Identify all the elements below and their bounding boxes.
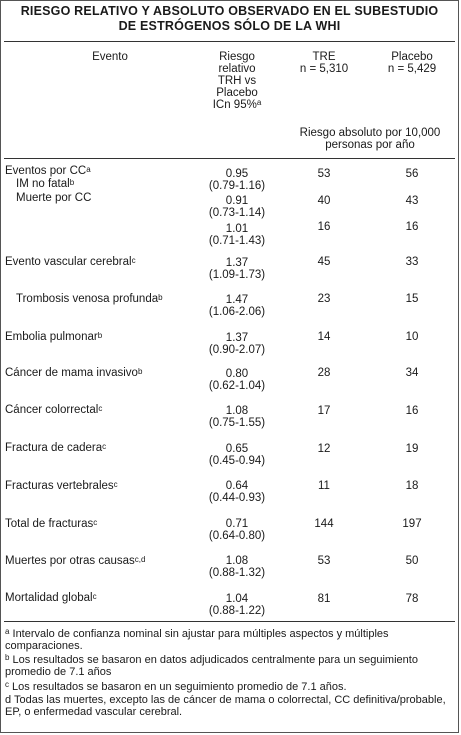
row-placebo: 197 bbox=[402, 518, 422, 530]
row-rr-value: 1.37 bbox=[225, 332, 249, 344]
row-evento-label: Cáncer colorrectal bbox=[5, 404, 99, 416]
row-evento-label: Cáncer de mama invasivo bbox=[5, 367, 138, 379]
footnote-a-text: Intervalo de confianza nominal sin ajustar para múltiples aspectos y múltiples comparaciones. bbox=[5, 628, 389, 652]
row-evento bbox=[5, 404, 102, 417]
row-evento bbox=[16, 293, 163, 306]
row-evento-sup: c,d bbox=[134, 555, 146, 564]
row-tre: 14 bbox=[317, 331, 331, 343]
row-evento-label: Muertes por otras causas bbox=[5, 555, 135, 567]
footnote-c bbox=[5, 681, 453, 693]
row-tre: 45 bbox=[317, 256, 331, 268]
row-ci-value: (0.88-1.22) bbox=[208, 605, 266, 617]
row-placebo: 33 bbox=[405, 256, 419, 268]
row-ci-value: (0.45-0.94) bbox=[208, 455, 266, 467]
row-rr bbox=[186, 294, 288, 318]
row-ci-value: (0.90-2.07) bbox=[208, 344, 266, 356]
row-tre: 81 bbox=[317, 593, 331, 605]
row-ci-value: (1.09-1.73) bbox=[208, 269, 266, 281]
header-absolute-line2: personas por año bbox=[325, 139, 415, 151]
header-tre-n: n = 5,310 bbox=[299, 63, 349, 75]
row-ci-value: (0.62-1.04) bbox=[208, 380, 266, 392]
row-evento bbox=[5, 518, 97, 531]
row-evento-sup: c bbox=[113, 480, 118, 489]
row-tre: 11 bbox=[318, 480, 330, 492]
row-evento bbox=[5, 480, 118, 493]
row-rr-value: 0.95 bbox=[225, 168, 249, 180]
row-rr-value: 0.64 bbox=[225, 480, 249, 492]
row-rr-value: 1.04 bbox=[225, 593, 249, 605]
row-rr bbox=[186, 593, 288, 617]
row-ci-value: (0.79-1.16) bbox=[208, 180, 266, 192]
row-evento bbox=[5, 442, 106, 455]
row-evento-sup: b bbox=[137, 367, 143, 376]
row-tre: 17 bbox=[317, 405, 331, 417]
row-evento-label: Evento vascular cerebral bbox=[5, 256, 132, 268]
row-evento bbox=[5, 165, 91, 178]
row-rr-value: 0.80 bbox=[225, 368, 249, 380]
row-rr bbox=[186, 368, 288, 392]
header-riesgo-relativo bbox=[186, 51, 288, 111]
row-placebo: 34 bbox=[405, 367, 419, 379]
row-rr-value: 0.65 bbox=[225, 443, 249, 455]
row-tre: 144 bbox=[314, 518, 334, 530]
row-rr-value: 1.01 bbox=[225, 223, 249, 235]
row-evento-label: Eventos por CC bbox=[5, 165, 87, 177]
row-rr bbox=[186, 332, 288, 356]
row-evento-sup: b bbox=[97, 331, 103, 340]
header-riesgo-line2: relativo bbox=[218, 63, 256, 75]
row-rr bbox=[186, 223, 288, 247]
row-placebo: 43 bbox=[405, 195, 419, 207]
row-tre: 53 bbox=[317, 168, 331, 180]
row-evento-label: IM no fatal bbox=[16, 178, 70, 190]
footnote-a bbox=[5, 628, 453, 652]
footnote-a-mark: a bbox=[5, 627, 10, 636]
row-placebo: 18 bbox=[405, 480, 419, 492]
row-evento-label: Embolia pulmonar bbox=[5, 331, 98, 343]
row-evento-sup: b bbox=[69, 178, 75, 187]
row-rr bbox=[186, 405, 288, 429]
row-tre: 40 bbox=[317, 195, 331, 207]
table-title-line1: RIESGO RELATIVO Y ABSOLUTO OBSERVADO EN EL SUBESTUDIO bbox=[20, 4, 439, 18]
header-tre bbox=[290, 51, 358, 75]
row-rr-value: 1.08 bbox=[225, 555, 249, 567]
footnote-b bbox=[5, 654, 453, 678]
row-ci-value: (0.88-1.32) bbox=[208, 567, 266, 579]
bottom-rule bbox=[4, 621, 455, 622]
row-rr bbox=[186, 480, 288, 504]
header-placebo bbox=[372, 51, 452, 75]
row-rr-value: 1.08 bbox=[225, 405, 249, 417]
row-evento-sup: c bbox=[92, 592, 97, 601]
row-rr-value: 0.91 bbox=[225, 195, 249, 207]
header-rule bbox=[4, 158, 455, 159]
header-absolute-line1: Riesgo absoluto por 10,000 bbox=[299, 127, 441, 139]
row-evento-sup: c bbox=[93, 518, 98, 527]
row-rr bbox=[186, 195, 288, 219]
header-riesgo-line4: Placebo bbox=[216, 87, 258, 99]
header-riesgo-line3: TRH vs bbox=[217, 75, 257, 87]
row-rr bbox=[186, 555, 288, 579]
header-absolute-risk bbox=[282, 127, 458, 151]
row-evento bbox=[5, 367, 142, 380]
row-rr-value: 1.47 bbox=[225, 294, 249, 306]
header-riesgo-line5 bbox=[186, 99, 288, 111]
row-tre: 23 bbox=[317, 293, 331, 305]
row-ci-value: (0.75-1.55) bbox=[208, 417, 266, 429]
row-ci-value: (0.73-1.14) bbox=[208, 207, 266, 219]
row-tre: 16 bbox=[317, 221, 331, 233]
row-tre: 53 bbox=[317, 555, 331, 567]
row-evento bbox=[5, 256, 136, 269]
row-tre: 28 bbox=[317, 367, 331, 379]
row-evento-sup: c bbox=[98, 404, 103, 413]
row-evento bbox=[5, 592, 97, 605]
header-riesgo-line1: Riesgo bbox=[219, 51, 255, 63]
row-placebo: 19 bbox=[405, 443, 419, 455]
row-evento-label: Mortalidad global bbox=[5, 592, 93, 604]
row-ci-value: (0.44-0.93) bbox=[208, 492, 266, 504]
row-placebo: 10 bbox=[405, 331, 419, 343]
footnote-b-text: Los resultados se basaron en datos adjudicados centralmente para un seguimiento promedio de 7.1 años bbox=[5, 654, 418, 678]
row-rr-value: 1.37 bbox=[225, 257, 249, 269]
row-evento-sup: c bbox=[131, 256, 136, 265]
row-rr bbox=[186, 257, 288, 281]
header-placebo-label: Placebo bbox=[391, 51, 433, 63]
header-riesgo-sup: a bbox=[256, 98, 262, 107]
row-evento-sup: a bbox=[86, 165, 91, 174]
row-placebo: 50 bbox=[405, 555, 419, 567]
top-rule bbox=[4, 41, 455, 42]
row-placebo: 16 bbox=[405, 221, 419, 233]
row-evento bbox=[16, 192, 91, 205]
row-ci-value: (0.64-0.80) bbox=[208, 530, 266, 542]
footnote-b-mark: b bbox=[5, 653, 10, 662]
row-placebo: 56 bbox=[405, 168, 419, 180]
row-ci-value: (1.06-2.06) bbox=[208, 306, 266, 318]
footnote-c-text: Los resultados se basaron en un seguimiento promedio de 7.1 años. bbox=[9, 681, 347, 693]
row-evento-sup: b bbox=[158, 293, 163, 302]
row-tre: 12 bbox=[317, 443, 331, 455]
row-evento bbox=[5, 555, 145, 568]
row-rr-value: 0.71 bbox=[225, 518, 249, 530]
row-evento bbox=[16, 178, 74, 191]
row-placebo: 78 bbox=[405, 593, 419, 605]
row-evento-label: Fractura de cadera bbox=[5, 442, 103, 454]
footnote-d: d Todas las muertes, excepto las de cáncer de mama o colorrectal, CC definitiva/probable, EP, o enfermedad vascular cerebral. bbox=[5, 694, 446, 718]
row-rr bbox=[186, 443, 288, 467]
row-placebo: 15 bbox=[405, 293, 419, 305]
header-riesgo-line5-text: ICn 95% bbox=[212, 99, 257, 111]
row-evento-sup: c bbox=[102, 442, 107, 451]
table-title-line2: DE ESTRÓGENOS SÓLO DE LA WHI bbox=[118, 19, 341, 33]
header-evento: Evento bbox=[92, 51, 128, 63]
row-evento-label: Trombosis venosa profunda bbox=[16, 293, 159, 305]
row-evento bbox=[5, 331, 102, 344]
header-tre-label: TRE bbox=[312, 51, 336, 63]
header-placebo-n: n = 5,429 bbox=[387, 63, 437, 75]
row-evento-label: Total de fracturas bbox=[5, 518, 94, 530]
row-placebo: 16 bbox=[405, 405, 419, 417]
row-rr bbox=[186, 518, 288, 542]
row-evento-label: Fracturas vertebrales bbox=[5, 480, 114, 492]
footnote-c-mark: c bbox=[5, 680, 9, 689]
row-evento-label: Muerte por CC bbox=[16, 192, 92, 204]
row-rr bbox=[186, 168, 288, 192]
row-ci-value: (0.71-1.43) bbox=[208, 235, 266, 247]
